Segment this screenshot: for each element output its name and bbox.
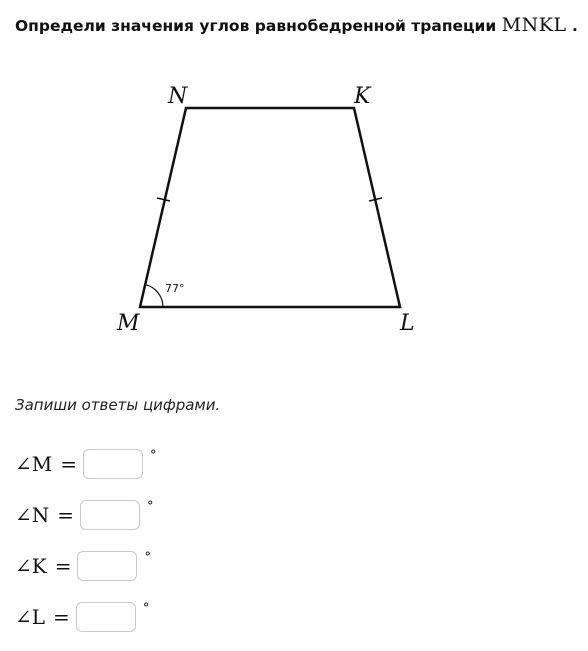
equals-sign: = bbox=[53, 605, 70, 629]
angle-m-input[interactable] bbox=[83, 449, 143, 479]
degree-sign: ° bbox=[150, 448, 157, 463]
equals-sign: = bbox=[57, 503, 75, 527]
instruction-text: Запиши ответы цифрами. bbox=[15, 396, 221, 414]
angle-label-k: ∠K bbox=[15, 554, 47, 578]
degree-sign: ° bbox=[142, 601, 150, 616]
angle-n-input[interactable] bbox=[80, 500, 140, 530]
angle-l-input[interactable] bbox=[76, 602, 136, 632]
equals-sign: = bbox=[54, 554, 72, 578]
answer-row-k bbox=[15, 549, 151, 583]
angle-arc-m bbox=[145, 285, 163, 307]
vertex-label-l: L bbox=[400, 311, 415, 336]
degree-sign: ° bbox=[147, 499, 154, 514]
answer-row-n bbox=[15, 498, 154, 532]
angle-value-m: 77° bbox=[165, 282, 185, 295]
angle-label-n: ∠N bbox=[15, 503, 50, 527]
task-suffix: . bbox=[571, 17, 578, 35]
angle-label-l: ∠L bbox=[15, 605, 46, 629]
vertex-label-k: K bbox=[354, 84, 371, 109]
answer-row-l bbox=[15, 600, 149, 634]
figure-name: MNKL bbox=[501, 14, 567, 36]
equals-sign: = bbox=[60, 452, 78, 476]
vertex-label-m: M bbox=[117, 311, 140, 336]
task-text: Определи значения углов равнобедренной трапеции bbox=[15, 17, 497, 35]
trapezoid-outline bbox=[140, 108, 400, 307]
degree-sign: ° bbox=[144, 550, 151, 565]
angle-k-input[interactable] bbox=[77, 551, 137, 581]
answer-row-m bbox=[15, 447, 157, 481]
vertex-label-n: N bbox=[168, 84, 188, 109]
angle-label-m: ∠M bbox=[15, 452, 53, 476]
